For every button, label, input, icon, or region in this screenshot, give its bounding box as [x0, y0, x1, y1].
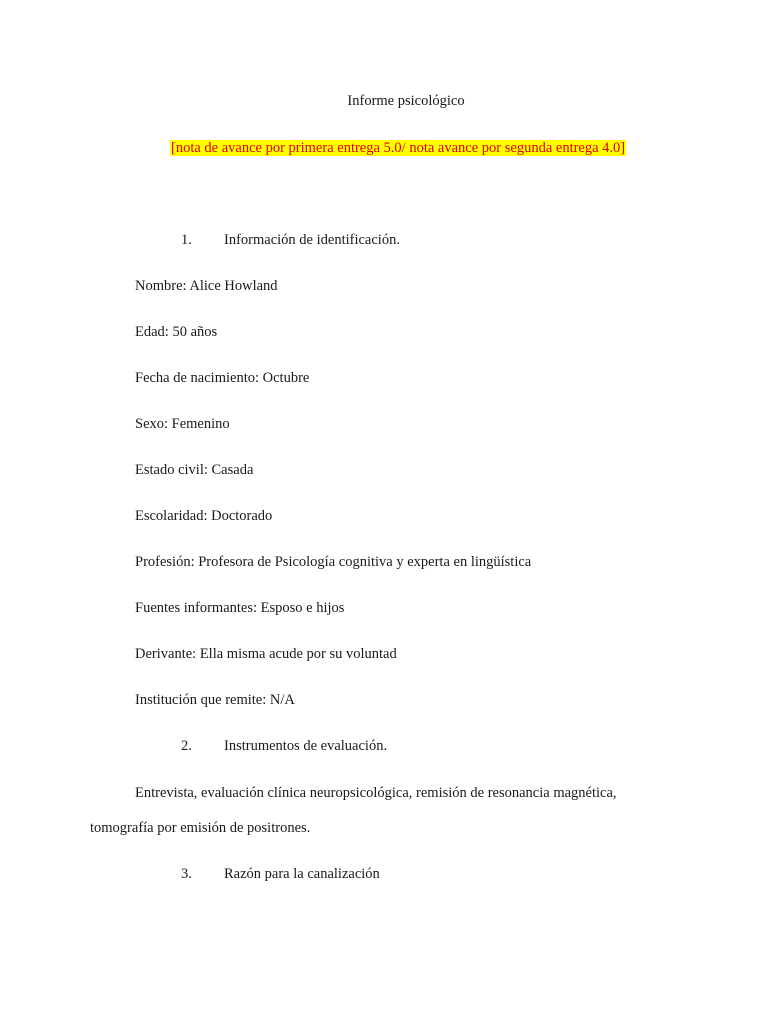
section-number: 3.	[181, 866, 192, 882]
field-institucion: Institución que remite: N/A	[135, 692, 295, 708]
field-fecha-nacimiento: Fecha de nacimiento: Octubre	[135, 370, 310, 386]
section-title: Instrumentos de evaluación.	[224, 738, 388, 754]
instruments-paragraph-line-2: tomografía por emisión de positrones.	[90, 820, 311, 836]
document-title: Informe psicológico	[347, 93, 465, 109]
section-title: Información de identificación.	[224, 232, 400, 248]
field-estado-civil: Estado civil: Casada	[135, 462, 254, 478]
grade-note	[170, 139, 626, 157]
field-escolaridad: Escolaridad: Doctorado	[135, 508, 273, 524]
field-nombre: Nombre: Alice Howland	[135, 278, 278, 294]
section-title: Razón para la canalización	[224, 866, 380, 882]
grade-note-highlight: [nota de avance por primera entrega 5.0/ nota avance por segunda entrega 4.0]	[171, 140, 626, 156]
instruments-paragraph-line-1: Entrevista, evaluación clínica neuropsicológica, remisión de resonancia magnética,	[135, 785, 617, 801]
section-number: 2.	[181, 738, 192, 754]
field-derivante: Derivante: Ella misma acude por su voluntad	[135, 646, 397, 662]
field-profesion: Profesión: Profesora de Psicología cognitiva y experta en lingüística	[135, 554, 532, 570]
field-edad: Edad: 50 años	[135, 324, 218, 340]
section-number: 1.	[181, 232, 192, 248]
field-sexo: Sexo: Femenino	[135, 416, 230, 432]
field-fuentes-informantes: Fuentes informantes: Esposo e hijos	[135, 600, 345, 616]
